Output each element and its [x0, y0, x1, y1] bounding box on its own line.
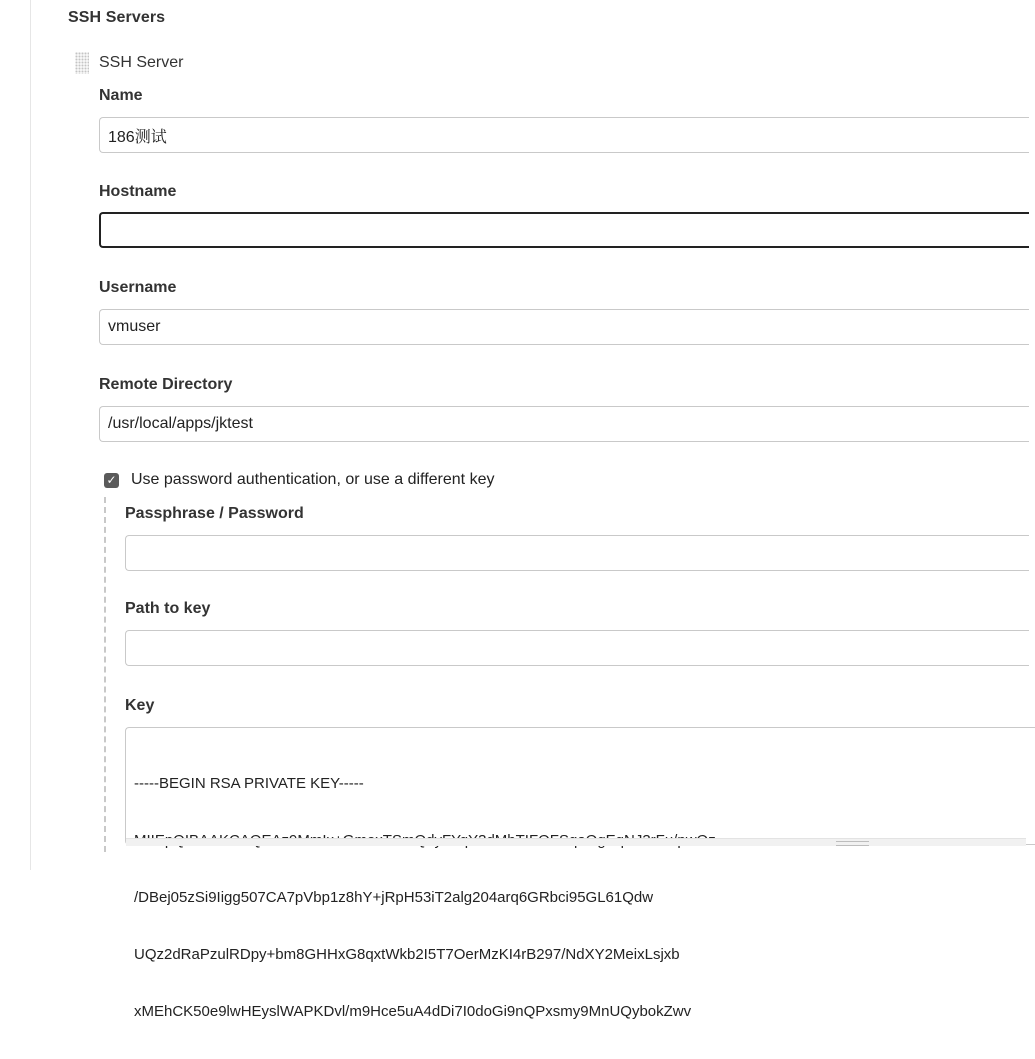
key-textarea-resize-handle-icon[interactable] [836, 841, 869, 846]
drag-handle-icon[interactable] [75, 52, 89, 74]
section-title: SSH Servers [68, 9, 166, 26]
left-divider [30, 0, 31, 870]
key-line: /DBej05zSi9Iigg507CA7pVbp1z8hY+jRpH53iT2alg204arq6GRbci95GL61Qdw [134, 889, 654, 906]
path-to-key-input[interactable] [125, 630, 1029, 666]
username-label: Username [99, 279, 177, 296]
ssh-server-header [75, 51, 183, 75]
key-line: -----BEGIN RSA PRIVATE KEY----- [134, 775, 364, 792]
key-textarea[interactable] [125, 727, 1035, 1020]
hostname-label: Hostname [99, 183, 177, 200]
passphrase-input[interactable] [125, 535, 1029, 571]
use-password-auth-checkbox[interactable]: ✓ [104, 473, 119, 488]
key-textarea-scrollbar[interactable] [126, 838, 1026, 846]
auth-section-divider [104, 497, 106, 852]
passphrase-label: Passphrase / Password [125, 505, 304, 522]
name-input[interactable] [99, 117, 1029, 153]
use-password-auth-label: Use password authentication, or use a different key [131, 471, 495, 488]
key-line: UQz2dRaPzulRDpy+bm8GHHxG8qxtWkb2I5T7OerMzKI4rB297/NdXY2MeixLsjxb [134, 946, 680, 963]
key-label: Key [125, 697, 155, 714]
name-label: Name [99, 87, 143, 104]
remote-directory-input[interactable] [99, 406, 1029, 442]
key-line: xMEhCK50e9lwHEyslWAPKDvl/m9Hce5uA4dDi7I0doGi9nQPxsmy9MnUQybokZwv [134, 1003, 692, 1020]
path-to-key-label: Path to key [125, 600, 211, 617]
ssh-server-title: SSH Server [99, 54, 184, 71]
username-input[interactable] [99, 309, 1029, 345]
hostname-input[interactable] [99, 212, 1029, 248]
use-password-auth-row[interactable] [104, 469, 494, 491]
remote-directory-label: Remote Directory [99, 376, 233, 393]
